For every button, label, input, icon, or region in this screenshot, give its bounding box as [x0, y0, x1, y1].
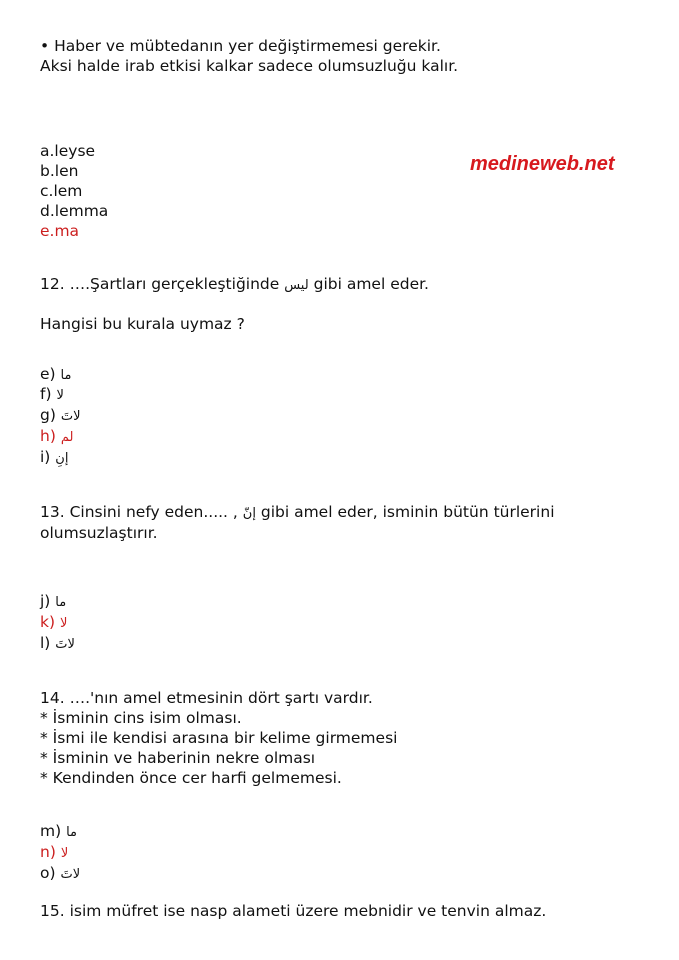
- option-b: b.len: [40, 162, 79, 180]
- question-14-condition: * İsminin cins isim olması.: [40, 709, 242, 727]
- option-row: e) ما: [40, 365, 72, 383]
- question-12-prompt: Hangisi bu kurala uymaz ?: [40, 315, 245, 333]
- question-12-arabic: ليس: [284, 278, 309, 293]
- question-13: 13. Cinsini nefy eden..... , إنّ gibi amel eder, isminin bütün türlerini: [40, 503, 555, 521]
- question-12-post: gibi amel eder.: [308, 275, 429, 293]
- intro-line-1: • Haber ve mübtedanın yer değiştirmemesi gerekir.: [40, 37, 441, 55]
- intro-line-2: Aksi halde irab etkisi kalkar sadece olumsuzluğu kalır.: [40, 57, 459, 75]
- question-14-condition: * İsminin ve haberinin nekre olması: [40, 749, 316, 767]
- option-row: i) إنِ: [40, 448, 69, 466]
- option-c: c.lem: [40, 182, 83, 200]
- option-d: d.lemma: [40, 202, 109, 220]
- option-a: a.leyse: [40, 142, 96, 160]
- option-row-answer: h) لم: [40, 427, 74, 445]
- option-row: j) ما: [40, 592, 67, 610]
- question-14-condition: * İsmi ile kendisi arasına bir kelime girmemesi: [40, 729, 398, 747]
- question-13-line-2: olumsuzlaştırır.: [40, 524, 158, 542]
- question-12-pre: 12. ….Şartları gerçekleştiğinde: [40, 275, 285, 293]
- option-row: g) لاتَ: [40, 406, 81, 424]
- option-row: f) لا: [40, 385, 64, 403]
- option-row: m) ما: [40, 822, 78, 840]
- question-12: [40, 274, 429, 296]
- option-row-answer: n) لا: [40, 843, 69, 861]
- option-row: o) لاتَ: [40, 864, 81, 882]
- question-15: 15. isim müfret ise nasp alameti üzere mebnidir ve tenvin almaz.: [40, 902, 547, 920]
- option-e-answer: e.ma: [40, 222, 80, 240]
- option-row: l) لاتَ: [40, 634, 75, 652]
- question-14: 14. ….'nın amel etmesinin dört şartı vardır.: [40, 689, 373, 707]
- watermark: medineweb.net: [470, 153, 615, 175]
- question-14-condition: * Kendinden önce cer harfi gelmemesi.: [40, 769, 342, 787]
- option-row-answer: k) لا: [40, 613, 68, 631]
